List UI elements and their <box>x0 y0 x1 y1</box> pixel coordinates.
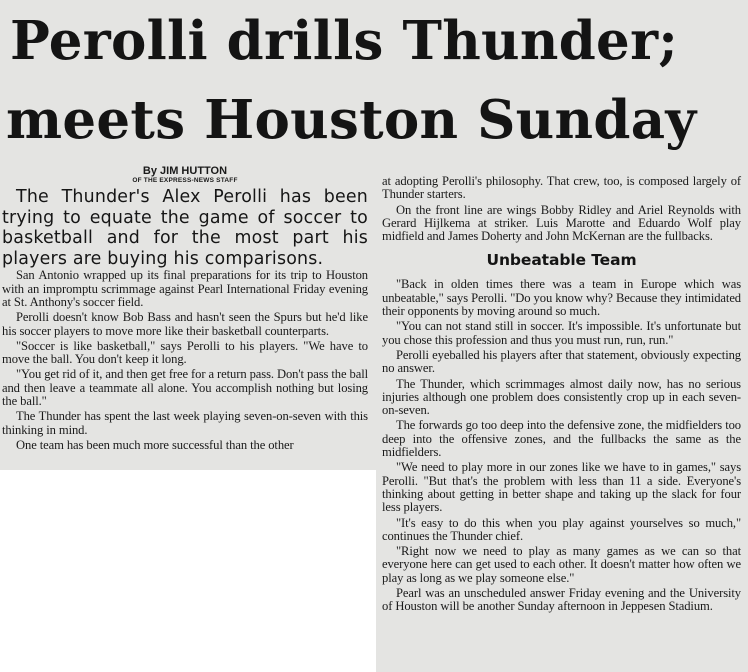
body-paragraph: "Right now we need to play as many games as we can so that everyone here can get used to each other. It doesn't matter how often we play as long as we play someone else." <box>382 544 741 585</box>
byline-author: By JIM HUTTON <box>142 165 228 177</box>
body-paragraph: Perolli eyeballed his players after that statement, obviously expecting no answer. <box>382 347 741 376</box>
body-paragraph: "Soccer is like basketball," says Perolli to his players. "We have to move the ball. You don't keep it long. <box>2 338 368 367</box>
byline <box>90 165 280 184</box>
body-paragraph: "You get rid of it, and then get free for a return pass. Don't pass the ball and then leave a teammate all alone. You accomplish nothing but losing the ball." <box>2 367 368 409</box>
body-paragraph: Perolli doesn't know Bob Bass and hasn't seen the Spurs but he'd like his soccer players to move more like their basketball counterparts. <box>2 310 368 338</box>
body-paragraph: "We need to play more in our zones like we have to in games," says Perolli. "But that's the problem with less than 11 a side. Everyone's thinking about getting in better shape and taking up the slack for four less players. <box>382 460 741 515</box>
body-paragraph: "Back in olden times there was a team in Europe which was unbeatable," says Perolli. "Do you know why? Because they intimidated their opponents by moving around so much. <box>382 277 741 319</box>
column-left <box>2 187 368 452</box>
body-paragraph: San Antonio wrapped up its final preparations for its trip to Houston with an impromptu scrimmage against Pearl International Friday evening at St. Anthony's soccer field. <box>2 268 368 309</box>
body-paragraph: Pearl was an unscheduled answer Friday evening and the University of Houston will be another Sunday afternoon in Jeppesen Stadium. <box>382 586 741 614</box>
subhead: Unbeatable Team <box>486 251 637 270</box>
body-paragraph: The forwards go too deep into the defensive zone, the midfielders too deep into the offensive zones, and the fullbacks the same as the midfielders. <box>382 418 741 460</box>
body-paragraph: One team has been much more successful than the other <box>16 437 294 452</box>
body-paragraph: "You can not stand still in soccer. It's impossible. It's unfortunate but you chose this profession and thus you must run, run, run." <box>382 319 741 347</box>
column-right <box>382 175 741 614</box>
headline-line-1: Perolli drills Thunder; <box>10 10 679 72</box>
body-paragraph: The Thunder has spent the last week playing seven-on-seven with this thinking in mind. <box>2 409 368 437</box>
lead-paragraph: The Thunder's Alex Perolli has been trying to equate the game of soccer to basketball and for the most part his players are buying his comparisons. <box>2 187 368 269</box>
body-paragraph: "It's easy to do this when you play against yourselves so much," continues the Thunder chief. <box>382 515 741 543</box>
body-paragraph: The Thunder, which scrimmages almost daily now, has no serious injuries although one problem does consistently crop up in each seven-on-seven. <box>382 376 741 418</box>
headline-line-2: meets Houston Sunday <box>6 89 697 151</box>
body-paragraph: On the front line are wings Bobby Ridley and Ariel Reynolds with Gerard Hijlkema at striker. Luis Marotte and Eduardo Wolf play midfield and James Doherty and John McKernan are the fullbacks. <box>382 202 741 244</box>
byline-staff: OF THE EXPRESS-NEWS STAFF <box>132 177 238 184</box>
body-paragraph: at adopting Perolli's philosophy. That crew, too, is composed largely of Thunder starters. <box>382 174 741 202</box>
